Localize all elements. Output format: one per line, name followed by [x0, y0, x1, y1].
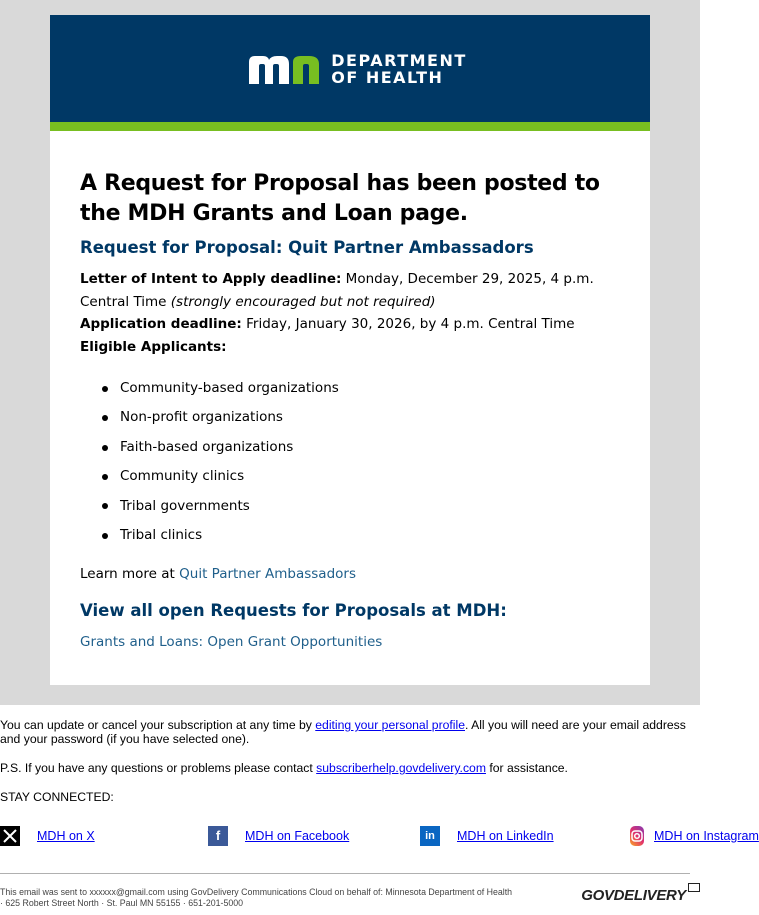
list-item-label: Faith-based organizations [120, 438, 294, 455]
list-item-label: Community clinics [120, 468, 245, 485]
list-item [102, 374, 620, 403]
bullet-icon [102, 503, 108, 509]
facebook-icon: f [208, 826, 228, 846]
deadline-info [80, 268, 620, 358]
bullet-icon [102, 445, 108, 451]
page-headline: A Request for Proposal has been posted to the MDH Grants and Loan page. [80, 171, 600, 226]
loi-value: Monday, December 29, 2025, 4 p.m. Central Time [80, 271, 594, 310]
linkedin-icon: in [420, 826, 440, 846]
loi-note: (strongly encouraged but not required) [170, 293, 436, 310]
logo-line-1: DEPARTMENT [331, 50, 467, 70]
facebook-link[interactable]: MDH on Facebook [245, 829, 350, 843]
bullet-icon [102, 533, 108, 539]
ps-notice [0, 761, 700, 775]
bullet-icon [102, 386, 108, 392]
quit-partner-link[interactable]: Quit Partner Ambassadors [179, 566, 356, 583]
linkedin-link[interactable]: MDH on LinkedIn [457, 829, 554, 843]
grants-link[interactable]: Grants and Loans: Open Grant Opportunities [80, 634, 383, 651]
fine-print [0, 887, 512, 909]
edit-profile-link[interactable]: editing your personal profile [315, 718, 465, 732]
list-item [102, 521, 620, 550]
learn-more-prefix: Learn more at [80, 566, 180, 583]
footer-divider [0, 873, 690, 874]
email-card [50, 15, 650, 685]
fine-line-1: This email was sent to xxxxxx@gmail.com using GovDelivery Communications Cloud on behalf of: Minnesota Department of Health [0, 887, 513, 897]
list-item-label: Tribal governments [120, 497, 250, 514]
email-footer [0, 718, 759, 850]
application-deadline [80, 313, 620, 336]
logo-line-2: OF HEALTH [331, 67, 444, 87]
subscriber-help-link[interactable]: subscriberhelp.govdelivery.com [316, 761, 486, 775]
app-value: Friday, January 30, 2026, by 4 p.m. Central Time [241, 316, 575, 332]
view-all-heading: View all open Requests for Proposals at MDH: [80, 601, 507, 621]
social-links [0, 826, 759, 850]
logo-text [331, 52, 467, 86]
update-prefix: You can update or cancel your subscription at any time by [0, 718, 316, 732]
applicant-list [80, 374, 620, 550]
list-item [102, 403, 620, 432]
social-instagram[interactable] [630, 826, 759, 846]
stay-connected: STAY CONNECTED: [0, 790, 114, 804]
mn-logo-icon [247, 52, 321, 86]
update-suffix: . All you will need are your email address and your password (if you have selected one). [0, 718, 686, 746]
bullet-icon [102, 415, 108, 421]
x-icon [0, 826, 20, 846]
app-label: Application deadline: [80, 316, 242, 332]
list-item [102, 492, 620, 521]
bullet-icon [102, 474, 108, 480]
ps-suffix: for assistance. [485, 761, 568, 775]
list-item [102, 462, 620, 491]
ps-prefix: P.S. If you have any questions or problems please contact [0, 761, 317, 775]
learn-more [80, 564, 620, 584]
eligible-label: Eligible Applicants: [80, 338, 227, 355]
fine-line-2: · 625 Robert Street North · St. Paul MN 55155 · 651-201-5000 [0, 898, 244, 908]
instagram-link[interactable]: MDH on Instagram [654, 829, 759, 843]
main-content [50, 131, 650, 650]
instagram-icon [630, 826, 644, 846]
list-item-label: Community-based organizations [120, 380, 339, 396]
social-facebook[interactable] [208, 826, 349, 846]
rfp-title: Request for Proposal: Quit Partner Ambassadors [80, 238, 534, 257]
list-item-label: Tribal clinics [120, 527, 203, 544]
header-banner [50, 15, 650, 122]
update-notice [0, 718, 700, 746]
list-item [102, 433, 620, 462]
list-item-label: Non-profit organizations [120, 409, 283, 426]
social-x[interactable] [0, 826, 95, 846]
loi-label: Letter of Intent to Apply deadline: [80, 271, 342, 287]
x-link[interactable]: MDH on X [37, 829, 95, 843]
eligible-heading [80, 336, 620, 359]
mdh-logo[interactable] [247, 52, 467, 86]
govdelivery-logo[interactable]: GOVDELIVERY [581, 887, 686, 904]
loi-deadline [80, 268, 620, 313]
green-accent-bar [50, 122, 650, 131]
envelope-icon [688, 883, 700, 892]
social-linkedin[interactable] [420, 826, 554, 846]
